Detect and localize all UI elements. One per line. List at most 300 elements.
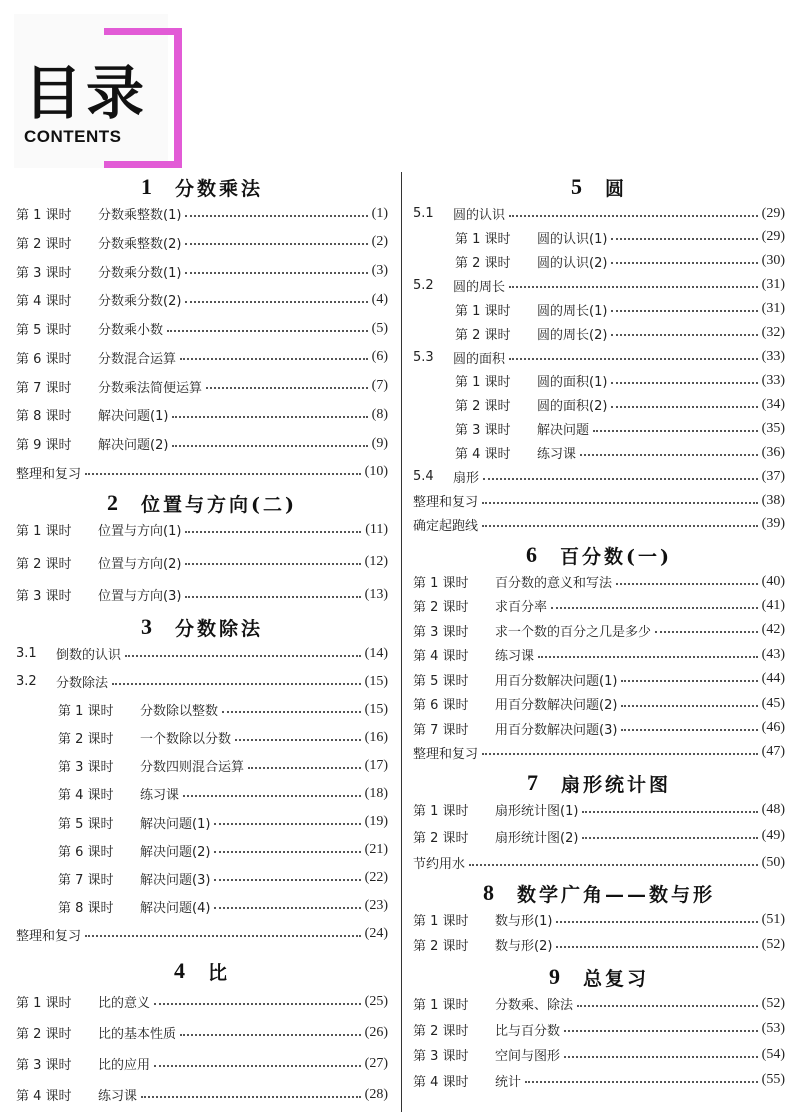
toc-entry[interactable] (16, 756, 388, 775)
toc-entry-code: 第 2 课时 (16, 556, 72, 572)
toc-entry-title: 练习课 (140, 788, 180, 804)
dot-leader (577, 1005, 758, 1007)
dot-leader (621, 729, 757, 731)
toc-entry-page: (31) (761, 301, 785, 317)
toc-entry[interactable] (413, 645, 785, 664)
dot-leader (509, 215, 758, 217)
dot-leader (611, 406, 757, 408)
toc-entry-title: 圆的认识(1) (537, 231, 608, 247)
toc-entry[interactable] (16, 925, 388, 944)
dot-leader (85, 935, 361, 937)
toc-entry-page: (47) (761, 744, 785, 760)
toc-entry[interactable] (16, 434, 388, 453)
dot-leader (235, 739, 361, 741)
toc-entry-code: 第 1 课时 (455, 303, 511, 319)
toc-entry-title: 分数乘整数(2) (98, 236, 182, 252)
unit-name: 百分数(一) (560, 545, 672, 568)
toc-entry-page: (6) (371, 349, 388, 365)
dot-leader (248, 767, 361, 769)
toc-entry[interactable] (413, 853, 785, 872)
toc-entry-page: (44) (761, 671, 785, 687)
toc-entry-title: 分数乘分数(1) (98, 265, 182, 281)
toc-entry-title: 位置与方向(2) (98, 556, 182, 572)
toc-entry-code: 第 7 课时 (58, 872, 114, 888)
toc-entry-page: (35) (761, 420, 785, 436)
dot-leader (185, 531, 361, 533)
unit-number: 5 (570, 174, 585, 199)
toc-entry[interactable] (413, 1020, 785, 1039)
dot-leader (185, 301, 367, 303)
toc-entry-code: 第 1 课时 (455, 231, 511, 247)
dot-leader (621, 680, 757, 682)
dot-leader (125, 655, 361, 657)
dot-leader (616, 583, 758, 585)
unit-title (413, 538, 785, 572)
toc-entry-page: (5) (371, 320, 388, 336)
toc-entry-title: 扇形统计图(2) (495, 830, 579, 846)
page-title: 目录 (24, 59, 149, 127)
toc-entry-page: (27) (364, 1055, 388, 1071)
toc-entry[interactable] (413, 204, 785, 223)
column-divider (401, 172, 402, 1112)
dot-leader (112, 683, 361, 685)
unit-name: 位置与方向(二) (141, 493, 297, 516)
toc-entry-code: 第 1 课时 (413, 914, 469, 929)
toc-entry-code: 第 3 课时 (413, 624, 469, 640)
toc-entry-title: 分数乘、除法 (495, 998, 574, 1013)
unit-name: 分数除法 (174, 617, 263, 640)
toc-entry[interactable] (16, 262, 388, 281)
toc-entry-title: 圆的周长 (453, 279, 506, 295)
unit-entries (413, 204, 785, 534)
toc-entry[interactable] (16, 319, 388, 338)
dot-leader (483, 478, 758, 480)
toc-entry-page: (54) (761, 1046, 785, 1062)
toc-entry-page: (17) (364, 757, 388, 773)
toc-entry-page: (43) (761, 646, 785, 662)
unit-name: 扇形统计图 (560, 773, 671, 796)
toc-entry-page: (46) (761, 720, 785, 736)
toc-entry-page: (32) (761, 325, 785, 341)
toc-entry-page: (22) (364, 870, 388, 886)
dot-leader (551, 607, 758, 609)
toc-entry-page: (33) (761, 372, 785, 388)
toc-entry-code: 第 5 课时 (16, 323, 72, 339)
toc-entry[interactable] (413, 371, 785, 390)
unit-number: 6 (526, 542, 540, 567)
toc-entry[interactable] (16, 585, 388, 604)
toc-entry-code: 第 1 课时 (16, 996, 72, 1011)
unit-number: 3 (140, 614, 155, 639)
toc-entry[interactable] (413, 443, 785, 462)
toc-entry-page: (52) (761, 995, 785, 1011)
dot-leader (593, 430, 758, 432)
toc-entry-code: 3.2 (16, 674, 37, 690)
dot-leader (556, 921, 757, 923)
toc-entry[interactable] (413, 1045, 785, 1064)
toc-entry[interactable] (16, 897, 388, 916)
dot-leader (538, 656, 758, 658)
unit-entries (16, 644, 388, 944)
toc-entry-title: 圆的认识(2) (537, 255, 608, 271)
toc-entry[interactable] (413, 276, 785, 295)
toc-entry-title: 分数乘整数(1) (98, 208, 182, 223)
toc-entry-page: (42) (761, 622, 785, 638)
dot-leader (482, 502, 758, 504)
toc-entry[interactable] (413, 621, 785, 640)
toc-entry-title: 分数乘小数 (98, 323, 164, 339)
toc-entry-page: (23) (364, 898, 388, 914)
toc-entry-title: 数与形(1) (495, 914, 553, 929)
toc-entry-code: 第 2 课时 (455, 255, 511, 271)
toc-entry[interactable] (16, 1085, 388, 1104)
dot-leader (214, 823, 360, 825)
toc-entry[interactable] (413, 800, 785, 819)
toc-entry[interactable] (16, 377, 388, 396)
toc-entry-code: 5.2 (413, 277, 434, 293)
toc-entry[interactable] (413, 515, 785, 534)
toc-entry-code: 第 2 课时 (58, 732, 114, 748)
dot-leader (185, 563, 360, 565)
toc-entry-page: (1) (371, 205, 388, 221)
toc-entry[interactable] (16, 813, 388, 832)
toc-entry[interactable] (413, 324, 785, 343)
toc-entry-page: (55) (761, 1072, 785, 1088)
toc-entry[interactable] (16, 728, 388, 747)
toc-entry-code: 第 3 课时 (58, 760, 114, 776)
toc-entry-title: 统计 (495, 1074, 522, 1090)
toc-entry[interactable] (16, 672, 388, 691)
toc-entry-title: 分数除法 (56, 676, 109, 692)
toc-entry-code: 第 4 课时 (413, 649, 469, 665)
toc-entry[interactable] (16, 290, 388, 309)
dot-leader (509, 358, 758, 360)
toc-entry-page: (29) (761, 229, 785, 245)
toc-entry[interactable] (16, 463, 388, 482)
unit-title (413, 876, 785, 910)
toc-entry[interactable] (16, 700, 388, 719)
toc-entry-code: 第 3 课时 (455, 423, 511, 439)
dot-leader (183, 795, 361, 797)
toc-entry-page: (40) (761, 573, 785, 589)
toc-entry-title: 解决问题(2) (140, 844, 211, 860)
unit-entries (16, 204, 388, 482)
unit-title (413, 960, 785, 994)
toc-entry-title: 解决问题(4) (140, 900, 211, 916)
dot-leader (611, 310, 757, 312)
toc-entry-title: 用百分数解决问题(1) (495, 673, 618, 689)
toc-entry-code: 第 4 课时 (16, 1089, 72, 1104)
toc-entry-title: 比的基本性质 (98, 1027, 177, 1042)
toc-entry-title: 数与形(2) (495, 939, 553, 954)
toc-entry-page: (50) (761, 854, 785, 870)
toc-entry-code: 第 1 课时 (413, 804, 469, 819)
toc-entry-code: 第 3 课时 (16, 589, 72, 604)
toc-entry-title: 解决问题(2) (98, 438, 169, 454)
toc-entry[interactable] (16, 869, 388, 888)
unit-number: 8 (482, 880, 497, 905)
toc-entry-page: (21) (364, 842, 388, 858)
dot-leader (172, 445, 367, 447)
toc-entry-code: 第 5 课时 (58, 816, 114, 832)
toc-entry-code: 5.1 (413, 206, 434, 221)
toc-entry[interactable] (413, 1071, 785, 1090)
toc-entry-code: 第 7 课时 (413, 722, 469, 738)
toc-entry-code: 第 3 课时 (413, 1049, 469, 1065)
dot-leader (611, 262, 757, 264)
toc-entry-title: 解决问题 (537, 423, 590, 439)
toc-entry-title: 整理和复习 (413, 495, 479, 511)
unit-name: 比 (207, 961, 230, 984)
toc-entry-title: 比的应用 (98, 1058, 151, 1073)
dot-leader (482, 753, 758, 755)
toc-entry-page: (53) (761, 1021, 785, 1037)
unit-title (413, 766, 785, 800)
unit-entries (16, 992, 388, 1104)
toc-entry[interactable] (16, 233, 388, 252)
toc-entry[interactable] (413, 467, 785, 486)
toc-entry-title: 圆的周长(1) (537, 303, 608, 319)
toc-entry-page: (13) (364, 586, 388, 602)
toc-entry-page: (12) (364, 554, 388, 569)
toc-entry-title: 分数乘分数(2) (98, 294, 182, 310)
toc-entry-code: 第 2 课时 (413, 830, 469, 846)
toc-entry[interactable] (16, 784, 388, 803)
toc-entry-code: 第 4 课时 (58, 788, 114, 804)
toc-entry-title: 解决问题(1) (98, 409, 169, 425)
toc-entry-code: 第 2 课时 (413, 600, 469, 616)
dot-leader (167, 330, 368, 332)
toc-entry-page: (41) (761, 597, 785, 613)
toc-entry-title: 圆的面积(1) (537, 375, 608, 391)
dot-leader (582, 811, 757, 813)
unit-name: 分数乘法 (174, 177, 263, 200)
toc-entry-title: 位置与方向(1) (98, 524, 182, 539)
page-subtitle: CONTENTS (24, 127, 122, 146)
toc-entry-page: (3) (371, 263, 388, 279)
toc-entry-code: 3.1 (16, 646, 37, 661)
toc-entry[interactable] (413, 491, 785, 510)
unit-entries (413, 994, 785, 1090)
toc-entry[interactable] (413, 694, 785, 713)
toc-entry-page: (38) (761, 492, 785, 508)
toc-entry-title: 分数乘法简便运算 (98, 380, 203, 396)
dot-leader (185, 272, 367, 274)
toc-entry-page: (28) (364, 1086, 388, 1102)
toc-entry[interactable] (413, 827, 785, 846)
toc-entry-page: (15) (364, 673, 388, 689)
toc-entry[interactable] (413, 252, 785, 271)
toc-entry-code: 第 2 课时 (16, 236, 72, 252)
toc-entry-title: 百分数的意义和写法 (495, 576, 613, 591)
toc-entry-title: 一个数除以分数 (140, 732, 232, 748)
toc-entry[interactable] (16, 348, 388, 367)
toc-entry-code: 第 1 课时 (413, 576, 469, 591)
toc-entry[interactable] (413, 572, 785, 591)
toc-entry-page: (51) (761, 911, 785, 927)
toc-entry-title: 比的意义 (98, 996, 151, 1011)
toc-entry-code: 第 1 课时 (455, 375, 511, 391)
dot-leader (214, 907, 360, 909)
unit-entries (16, 520, 388, 604)
unit-number: 2 (107, 490, 121, 515)
toc-entry-page: (26) (364, 1024, 388, 1040)
toc-entry[interactable] (16, 992, 388, 1011)
dot-leader (564, 1056, 758, 1058)
dot-leader (185, 215, 367, 217)
dot-leader (509, 286, 758, 288)
toc-entry-page: (39) (761, 516, 785, 532)
toc-entry-code: 第 1 课时 (16, 208, 72, 223)
toc-entry-code: 第 1 课时 (58, 704, 114, 720)
unit-entries (413, 572, 785, 762)
toc-entry-title: 整理和复习 (16, 928, 82, 944)
toc-entry-code: 第 2 课时 (455, 399, 511, 415)
toc-entry-page: (45) (761, 695, 785, 711)
toc-left-column (16, 170, 388, 1104)
toc-entry-code: 第 9 课时 (16, 438, 72, 454)
dot-leader (180, 358, 368, 360)
dot-leader (582, 837, 757, 839)
dot-leader (564, 1030, 758, 1032)
toc-entry-title: 空间与图形 (495, 1049, 561, 1065)
dot-leader (482, 525, 758, 527)
toc-entry[interactable] (16, 520, 388, 539)
toc-entry-code: 第 2 课时 (16, 1027, 72, 1042)
toc-entry[interactable] (413, 228, 785, 247)
toc-entry-code: 第 2 课时 (413, 1023, 469, 1039)
toc-entry-code: 第 6 课时 (16, 351, 72, 367)
contents-logo (14, 14, 168, 168)
toc-entry-title: 整理和复习 (413, 746, 479, 762)
unit-title (16, 170, 388, 204)
toc-entry[interactable] (413, 910, 785, 929)
dot-leader (185, 243, 367, 245)
dot-leader (556, 946, 757, 948)
dot-leader (180, 1034, 361, 1036)
toc-entry-page: (24) (364, 926, 388, 942)
toc-entry-title: 解决问题(3) (140, 872, 211, 888)
toc-entry-page: (48) (761, 801, 785, 817)
toc-entry-code: 第 4 课时 (455, 447, 511, 463)
toc-entry-code: 第 4 课时 (16, 294, 72, 310)
toc-entry[interactable] (16, 644, 388, 663)
toc-entry[interactable] (413, 994, 785, 1013)
dot-leader (469, 864, 758, 866)
dot-leader (141, 1096, 361, 1098)
dot-leader (655, 631, 758, 633)
toc-entry-page: (49) (761, 828, 785, 843)
toc-entry-page: (4) (371, 291, 388, 307)
toc-entry[interactable] (413, 300, 785, 319)
unit-number: 9 (548, 964, 563, 989)
dot-leader (172, 416, 367, 418)
toc-entry-code: 第 3 课时 (16, 265, 72, 281)
unit-name: 圆 (604, 177, 627, 200)
dot-leader (611, 382, 757, 384)
toc-entry-title: 分数混合运算 (98, 351, 177, 367)
toc-entry[interactable] (16, 553, 388, 572)
toc-entry[interactable] (413, 348, 785, 367)
toc-entry-page: (16) (364, 729, 388, 745)
toc-entry-title: 圆的面积(2) (537, 399, 608, 415)
toc-entry-page: (10) (364, 464, 388, 480)
dot-leader (214, 879, 360, 881)
toc-entry[interactable] (16, 204, 388, 223)
unit-number: 7 (526, 770, 541, 795)
toc-entry-title: 求百分率 (495, 600, 548, 616)
toc-entry[interactable] (16, 841, 388, 860)
unit-number: 1 (140, 174, 155, 199)
dot-leader (154, 1003, 361, 1005)
toc-entry[interactable] (413, 395, 785, 414)
toc-entry-page: (25) (364, 993, 388, 1009)
toc-entry-code: 第 8 课时 (58, 900, 114, 916)
toc-entry[interactable] (413, 419, 785, 438)
toc-entry-code: 第 3 课时 (16, 1058, 72, 1073)
toc-entry[interactable] (413, 935, 785, 954)
toc-entry[interactable] (413, 719, 785, 738)
unit-title (16, 954, 388, 988)
toc-entry-code: 第 7 课时 (16, 380, 72, 396)
logo-accent-bottom (104, 161, 182, 168)
toc-entry-page: (34) (761, 396, 785, 412)
toc-entry-title: 圆的面积 (453, 351, 506, 367)
toc-entry-title: 圆的周长(2) (537, 327, 608, 343)
toc-entry-title: 节约用水 (413, 857, 466, 872)
logo-accent-top (104, 28, 182, 35)
toc-entry-title: 扇形统计图(1) (495, 804, 579, 819)
toc-entry-title: 位置与方向(3) (98, 589, 182, 604)
unit-entries (413, 910, 785, 954)
toc-entry[interactable] (16, 1054, 388, 1073)
toc-entry[interactable] (16, 405, 388, 424)
toc-entry-title: 练习课 (537, 447, 577, 463)
toc-entry-page: (9) (371, 435, 388, 451)
toc-entry-page: (29) (761, 205, 785, 221)
unit-entries (413, 800, 785, 872)
unit-title (16, 610, 388, 644)
toc-entry-page: (52) (761, 936, 785, 952)
toc-right-column (413, 170, 785, 1090)
toc-entry[interactable] (16, 1023, 388, 1042)
toc-entry-title: 分数除以整数 (140, 704, 219, 720)
toc-entry-page: (33) (761, 349, 785, 365)
unit-title (16, 486, 388, 520)
toc-entry[interactable] (413, 670, 785, 689)
unit-number: 4 (173, 958, 188, 983)
toc-entry-page: (19) (364, 814, 388, 830)
dot-leader (206, 387, 368, 389)
toc-entry-page: (30) (761, 253, 785, 269)
toc-entry-title: 练习课 (495, 649, 535, 665)
toc-entry-title: 确定起跑线 (413, 518, 479, 534)
toc-entry-page: (36) (761, 444, 785, 460)
toc-entry-page: (14) (364, 645, 388, 661)
toc-entry-title: 整理和复习 (16, 466, 82, 482)
dot-leader (611, 334, 757, 336)
toc-entry-code: 第 4 课时 (413, 1074, 469, 1090)
toc-entry-title: 用百分数解决问题(2) (495, 698, 618, 714)
toc-entry[interactable] (413, 743, 785, 762)
toc-entry-title: 求一个数的百分之几是多少 (495, 624, 652, 640)
toc-entry-title: 用百分数解决问题(3) (495, 722, 618, 738)
toc-entry-code: 第 2 课时 (413, 939, 469, 954)
toc-entry-page: (8) (371, 406, 388, 422)
dot-leader (85, 473, 361, 475)
toc-entry[interactable] (413, 596, 785, 615)
toc-entry-code: 第 8 课时 (16, 409, 72, 425)
